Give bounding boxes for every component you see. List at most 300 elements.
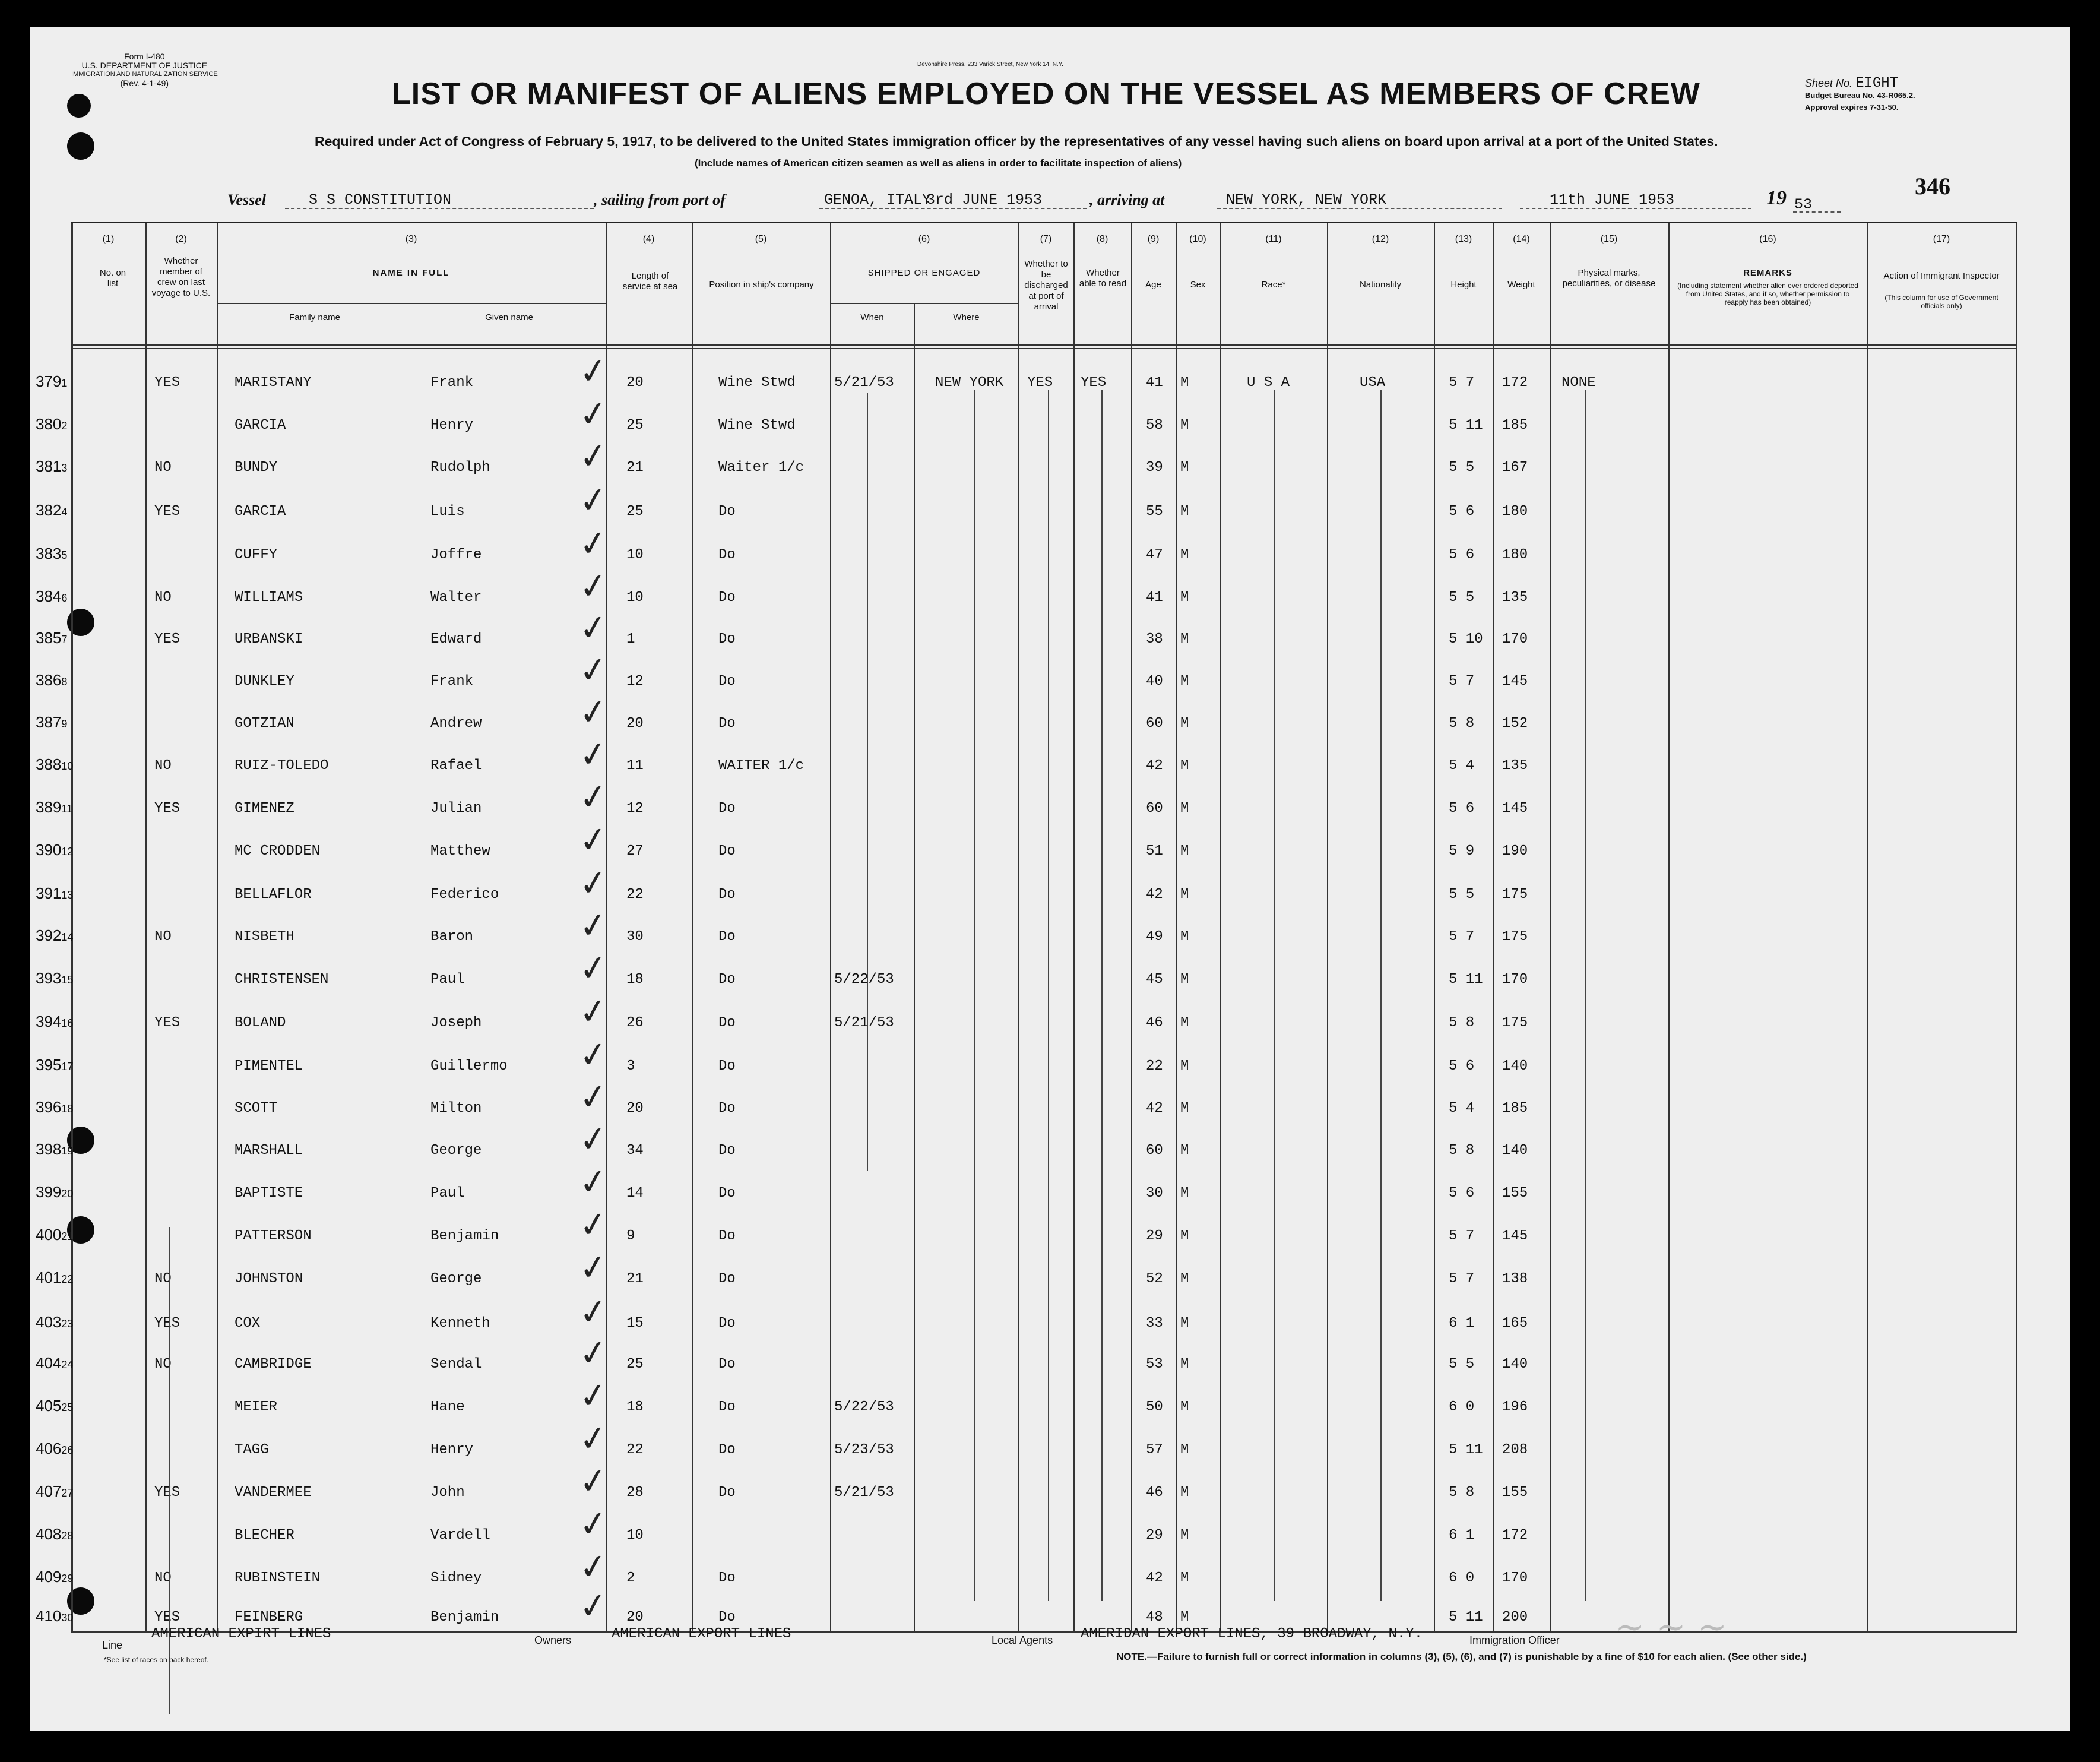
list-number: 389 — [36, 798, 62, 816]
age-cell: 42 — [1146, 887, 1163, 903]
weight-cell: 140 — [1502, 1058, 1528, 1074]
arrival-port: NEW YORK, NEW YORK — [1226, 191, 1387, 208]
service-cell: 26 — [626, 1015, 644, 1031]
ditto-mark — [867, 393, 868, 1171]
line-number: 2 — [61, 420, 68, 432]
crew-cell: NO — [154, 1356, 172, 1372]
sailing-port: GENOA, ITALY — [824, 191, 932, 208]
arrival-underline — [1217, 208, 1502, 209]
list-number: 403 — [36, 1313, 62, 1331]
given-name-cell: Sendal — [430, 1356, 482, 1372]
height-cell: 5 6 — [1449, 504, 1475, 520]
weight-cell: 138 — [1502, 1271, 1528, 1287]
vessel-underline — [285, 208, 594, 209]
service-cell: 14 — [626, 1185, 644, 1201]
height-cell: 5 5 — [1449, 460, 1475, 476]
given-name-cell: Henry — [430, 417, 474, 434]
header-service: Length of service at sea — [622, 271, 678, 292]
given-name-cell: Henry — [430, 1442, 474, 1458]
position-cell: Do — [718, 1485, 736, 1501]
position-cell: Do — [718, 1228, 736, 1244]
list-number-cell — [36, 671, 67, 689]
col-num: (16) — [1759, 234, 1776, 244]
line-number: 17 — [61, 1061, 74, 1073]
weight-cell: 140 — [1502, 1143, 1528, 1159]
col-num: (8) — [1096, 234, 1108, 244]
page-number: 346 — [1915, 173, 1950, 200]
weight-cell: 180 — [1502, 504, 1528, 520]
approval-expiry: Approval expires 7-31-50. — [1805, 103, 1899, 112]
list-number: 392 — [36, 926, 62, 944]
family-name-cell: JOHNSTON — [235, 1271, 303, 1287]
list-number-cell — [36, 1013, 73, 1031]
given-name-cell: Luis — [430, 504, 465, 520]
footer-owners-value: AMERICAN EXPORT LINES — [612, 1626, 791, 1642]
list-number-cell — [36, 1354, 73, 1372]
header-race: Race* — [1261, 280, 1286, 290]
header-given-name: Given name — [485, 312, 533, 322]
weight-cell: 135 — [1502, 590, 1528, 606]
position-cell: Do — [718, 929, 736, 945]
position-cell: Do — [718, 1143, 736, 1159]
age-cell: 41 — [1146, 590, 1163, 606]
col-num: (2) — [175, 234, 187, 244]
form-meta — [71, 52, 218, 88]
given-name-cell: John — [430, 1485, 465, 1501]
when-cell: 5/23/53 — [834, 1442, 894, 1458]
service-cell: 30 — [626, 929, 644, 945]
list-number-cell — [36, 1226, 73, 1244]
given-name-cell: Joseph — [430, 1015, 482, 1031]
list-number: 382 — [36, 501, 62, 519]
given-name-cell: Hane — [430, 1399, 465, 1415]
department: U.S. DEPARTMENT OF JUSTICE — [81, 61, 208, 70]
col-num: (1) — [102, 234, 115, 244]
age-cell: 22 — [1146, 1058, 1163, 1074]
sex-cell: M — [1180, 1015, 1189, 1031]
line-number: 30 — [61, 1612, 74, 1624]
family-name-cell: BOLAND — [235, 1015, 286, 1031]
header-shipped: SHIPPED OR ENGAGED — [867, 268, 981, 278]
line-number: 5 — [61, 549, 68, 561]
family-name-cell: COX — [235, 1315, 261, 1331]
height-cell: 5 10 — [1449, 631, 1483, 647]
age-cell: 39 — [1146, 460, 1163, 476]
line-number: 15 — [61, 974, 74, 986]
height-cell: 6 0 — [1449, 1399, 1475, 1415]
service-cell: 20 — [626, 1100, 644, 1116]
sex-cell: M — [1180, 1609, 1189, 1625]
service-name: IMMIGRATION AND NATURALIZATION SERVICE — [71, 71, 218, 78]
weight-cell: 170 — [1502, 631, 1528, 647]
age-cell: 40 — [1146, 673, 1163, 689]
crew-cell: YES — [154, 375, 180, 391]
list-number-cell — [36, 713, 67, 732]
list-number: 405 — [36, 1397, 62, 1415]
list-number: 401 — [36, 1268, 62, 1286]
service-cell: 34 — [626, 1143, 644, 1159]
checkmark-icon: ✓ — [576, 1074, 611, 1119]
checkmark-icon: ✓ — [576, 647, 611, 692]
col-num: (11) — [1265, 234, 1282, 244]
col-num: (6) — [918, 234, 930, 244]
family-name-cell: TAGG — [235, 1442, 269, 1458]
list-number: 381 — [36, 457, 62, 475]
service-cell: 1 — [626, 631, 635, 647]
ditto-mark — [974, 390, 975, 1601]
binder-hole — [67, 94, 91, 118]
service-cell: 27 — [626, 843, 644, 859]
list-number: 407 — [36, 1482, 62, 1500]
list-number: 388 — [36, 755, 62, 773]
list-number: 395 — [36, 1056, 62, 1074]
crew-cell: NO — [154, 1570, 172, 1586]
sex-cell: M — [1180, 1570, 1189, 1586]
given-name-cell: Benjamin — [430, 1228, 499, 1244]
crew-cell: YES — [154, 1609, 180, 1625]
list-number-cell — [36, 1056, 73, 1074]
sex-cell: M — [1180, 887, 1189, 903]
position-cell: Do — [718, 673, 736, 689]
weight-cell: 196 — [1502, 1399, 1528, 1415]
form-number: Form I-480 — [124, 52, 165, 61]
checkmark-icon: ✓ — [576, 732, 611, 777]
given-name-cell: Matthew — [430, 843, 490, 859]
footer-line-value: AMERICAN EXPIRT LINES — [151, 1626, 331, 1642]
age-cell: 60 — [1146, 716, 1163, 732]
position-cell: Do — [718, 1315, 736, 1331]
family-name-cell: BLECHER — [235, 1527, 294, 1543]
weight-cell: 175 — [1502, 1015, 1528, 1031]
when-cell: 5/22/53 — [834, 972, 894, 988]
checkmark-icon: ✓ — [576, 689, 611, 735]
position-cell: Do — [718, 631, 736, 647]
list-number: 390 — [36, 841, 62, 859]
family-name-cell: BUNDY — [235, 460, 278, 476]
checkmark-icon: ✓ — [576, 564, 611, 609]
list-number-cell — [36, 457, 67, 476]
sex-cell: M — [1180, 590, 1189, 606]
height-cell: 5 9 — [1449, 843, 1475, 859]
checkmark-icon: ✓ — [576, 1583, 611, 1628]
given-name-cell: Federico — [430, 887, 499, 903]
header-sex: Sex — [1190, 280, 1206, 290]
ditto-mark — [1048, 390, 1049, 1601]
given-name-cell: Vardell — [430, 1527, 490, 1543]
checkmark-icon: ✓ — [576, 349, 611, 394]
family-name-cell: GARCIA — [235, 417, 286, 434]
discharged-cell: YES — [1027, 375, 1053, 391]
line-number: 12 — [61, 846, 74, 858]
height-cell: 5 6 — [1449, 1058, 1475, 1074]
officer-signature-icon: ~ ~ ~ — [1615, 1606, 1727, 1648]
weight-cell: 152 — [1502, 716, 1528, 732]
height-cell: 5 6 — [1449, 1185, 1475, 1201]
footer-owners-label: Owners — [534, 1634, 572, 1646]
list-number-cell — [36, 501, 67, 520]
list-number: 410 — [36, 1607, 62, 1625]
list-number: 379 — [36, 372, 62, 390]
given-name-cell: Sidney — [430, 1570, 482, 1586]
header-height: Height — [1450, 280, 1477, 290]
position-cell: Do — [718, 887, 736, 903]
revision: (Rev. 4-1-49) — [120, 78, 169, 88]
position-cell: Do — [718, 843, 736, 859]
ditto-mark — [1274, 390, 1275, 1601]
position-cell: Do — [718, 1058, 736, 1074]
line-number: 6 — [61, 592, 68, 604]
family-name-cell: VANDERMEE — [235, 1485, 312, 1501]
col-num: (7) — [1040, 234, 1052, 244]
service-cell: 21 — [626, 460, 644, 476]
list-number: 383 — [36, 545, 62, 562]
family-name-cell: MARSHALL — [235, 1143, 303, 1159]
line-number: 27 — [61, 1487, 74, 1499]
when-cell: 5/22/53 — [834, 1399, 894, 1415]
height-cell: 6 1 — [1449, 1527, 1475, 1543]
list-number: 394 — [36, 1013, 62, 1030]
line-number: 8 — [61, 676, 68, 688]
position-cell: Do — [718, 1356, 736, 1372]
service-cell: 18 — [626, 1399, 644, 1415]
list-number: 408 — [36, 1525, 62, 1543]
position-cell: Waiter 1/c — [718, 460, 804, 476]
sex-cell: M — [1180, 1271, 1189, 1287]
line-number: 29 — [61, 1573, 74, 1584]
family-name-cell: BAPTISTE — [235, 1185, 303, 1201]
line-number: 3 — [61, 462, 68, 474]
sex-cell: M — [1180, 1527, 1189, 1543]
sex-cell: M — [1180, 1058, 1189, 1074]
list-number-cell — [36, 587, 67, 606]
height-cell: 5 8 — [1449, 1143, 1475, 1159]
crew-cell: NO — [154, 460, 172, 476]
list-number: 386 — [36, 671, 62, 689]
position-cell: WAITER 1/c — [718, 758, 804, 774]
checkmark-icon: ✓ — [576, 1289, 611, 1334]
given-name-cell: Baron — [430, 929, 474, 945]
age-cell: 49 — [1146, 929, 1163, 945]
header-discharged: Whether to be discharged at port of arrival — [1024, 259, 1068, 312]
age-cell: 46 — [1146, 1015, 1163, 1031]
checkmark-icon: ✓ — [576, 945, 611, 991]
line-number: 22 — [61, 1273, 74, 1285]
list-number-cell — [36, 1313, 73, 1331]
service-cell: 21 — [626, 1271, 644, 1287]
given-name-cell: Rudolph — [430, 460, 490, 476]
crew-cell: YES — [154, 504, 180, 520]
weight-cell: 155 — [1502, 1185, 1528, 1201]
header-weight: Weight — [1507, 280, 1535, 290]
age-cell: 60 — [1146, 1143, 1163, 1159]
height-cell: 5 7 — [1449, 375, 1475, 391]
weight-cell: 180 — [1502, 547, 1528, 563]
checkmark-icon: ✓ — [576, 1501, 611, 1546]
list-number: 400 — [36, 1226, 62, 1244]
service-cell: 18 — [626, 972, 644, 988]
age-cell: 29 — [1146, 1228, 1163, 1244]
height-cell: 5 11 — [1449, 417, 1483, 434]
line-number: 18 — [61, 1103, 74, 1115]
list-number: 396 — [36, 1098, 62, 1116]
weight-cell: 185 — [1502, 417, 1528, 434]
family-name-cell: GARCIA — [235, 504, 286, 520]
sex-cell: M — [1180, 504, 1189, 520]
page-subtitle: Required under Act of Congress of February 5, 1917, to be delivered to the United States immigration officer by the representatives of any vessel having such aliens on board upon arrival at a port of the United States. — [315, 134, 1718, 149]
crew-cell: YES — [154, 1315, 180, 1331]
line-number: 20 — [61, 1188, 74, 1200]
age-cell: 42 — [1146, 1100, 1163, 1116]
family-name-cell: DUNKLEY — [235, 673, 294, 689]
crew-cell: YES — [154, 631, 180, 647]
position-cell: Do — [718, 1271, 736, 1287]
arrival-date-underline — [1520, 208, 1751, 209]
line-number: 25 — [61, 1402, 74, 1413]
list-number-cell — [36, 1268, 73, 1287]
position-cell: Do — [718, 1609, 736, 1625]
service-cell: 15 — [626, 1315, 644, 1331]
header-family-name: Family name — [289, 312, 340, 322]
position-cell: Do — [718, 1015, 736, 1031]
height-cell: 5 7 — [1449, 673, 1475, 689]
header-where: Where — [953, 312, 980, 322]
checkmark-icon: ✓ — [576, 477, 611, 523]
position-cell: Wine Stwd — [718, 417, 796, 434]
header-remarks-note: (Including statement whether alien ever ordered deported from United States, and if so, whether permission to reapply has been obtained) — [1677, 281, 1858, 306]
height-cell: 5 11 — [1449, 972, 1483, 988]
service-cell: 20 — [626, 1609, 644, 1625]
line-number: 21 — [61, 1230, 74, 1242]
height-cell: 5 5 — [1449, 887, 1475, 903]
service-cell: 28 — [626, 1485, 644, 1501]
header-nationality: Nationality — [1359, 280, 1402, 290]
col-num: (15) — [1600, 234, 1618, 244]
col-num: (9) — [1147, 234, 1160, 244]
age-cell: 51 — [1146, 843, 1163, 859]
weight-cell: 172 — [1502, 1527, 1528, 1543]
family-name-cell: FEINBERG — [235, 1609, 303, 1625]
list-number: 391 — [36, 884, 62, 902]
weight-cell: 190 — [1502, 843, 1528, 859]
list-number-cell — [36, 841, 73, 859]
list-number-cell — [36, 755, 73, 774]
height-cell: 5 7 — [1449, 929, 1475, 945]
height-cell: 5 5 — [1449, 1356, 1475, 1372]
service-cell: 20 — [626, 375, 644, 391]
weight-cell: 208 — [1502, 1442, 1528, 1458]
list-number-cell — [36, 1525, 73, 1543]
age-cell: 60 — [1146, 801, 1163, 817]
weight-cell: 135 — [1502, 758, 1528, 774]
line-number: 16 — [61, 1017, 74, 1029]
family-name-cell: GOTZIAN — [235, 716, 294, 732]
service-cell: 11 — [626, 758, 644, 774]
service-cell: 20 — [626, 716, 644, 732]
crew-cell: NO — [154, 1271, 172, 1287]
header-position: Position in ship's company — [709, 280, 814, 290]
weight-cell: 145 — [1502, 801, 1528, 817]
vessel-name: S S CONSTITUTION — [309, 191, 452, 208]
checkmark-icon: ✓ — [576, 1416, 611, 1461]
col-num: (14) — [1513, 234, 1530, 244]
list-number-cell — [36, 1397, 73, 1415]
list-number: 406 — [36, 1440, 62, 1457]
service-cell: 3 — [626, 1058, 635, 1074]
height-cell: 5 7 — [1449, 1228, 1475, 1244]
age-cell: 42 — [1146, 1570, 1163, 1586]
header-read: Whether able to read — [1079, 268, 1127, 289]
checkmark-icon: ✓ — [576, 521, 611, 566]
sex-cell: M — [1180, 758, 1189, 774]
crew-cell: NO — [154, 590, 172, 606]
header-name: NAME IN FULL — [372, 268, 450, 278]
height-cell: 6 0 — [1449, 1570, 1475, 1586]
list-number-cell — [36, 798, 72, 817]
year-underline — [1793, 211, 1841, 213]
checkmark-icon: ✓ — [576, 1032, 611, 1077]
age-cell: 45 — [1146, 972, 1163, 988]
service-cell: 25 — [626, 1356, 644, 1372]
height-cell: 5 8 — [1449, 1485, 1475, 1501]
family-name-cell: WILLIAMS — [235, 590, 303, 606]
given-name-cell: Julian — [430, 801, 482, 817]
given-name-cell: George — [430, 1271, 482, 1287]
where-cell: NEW YORK — [935, 375, 1004, 391]
line-number: 4 — [61, 506, 68, 518]
sex-cell: M — [1180, 929, 1189, 945]
col-num: (3) — [405, 234, 417, 244]
age-cell: 52 — [1146, 1271, 1163, 1287]
sex-cell: M — [1180, 843, 1189, 859]
position-cell: Do — [718, 801, 736, 817]
weight-cell: 167 — [1502, 460, 1528, 476]
position-cell: Do — [718, 1185, 736, 1201]
given-name-cell: Paul — [430, 1185, 465, 1201]
age-cell: 57 — [1146, 1442, 1163, 1458]
family-name-cell: CUFFY — [235, 547, 278, 563]
height-cell: 5 4 — [1449, 1100, 1475, 1116]
family-name-cell: GIMENEZ — [235, 801, 294, 817]
service-cell: 10 — [626, 547, 644, 563]
service-cell: 22 — [626, 1442, 644, 1458]
line-number: 11 — [61, 803, 73, 815]
given-name-cell: Joffre — [430, 547, 482, 563]
sex-cell: M — [1180, 673, 1189, 689]
list-number: 384 — [36, 587, 62, 605]
list-number-cell — [36, 415, 67, 434]
when-cell: 5/21/53 — [834, 375, 894, 391]
line-number: 26 — [61, 1444, 74, 1456]
sex-cell: M — [1180, 460, 1189, 476]
given-name-cell: Frank — [430, 375, 474, 391]
given-name-cell: Milton — [430, 1100, 482, 1116]
line-number: 10 — [61, 760, 74, 772]
checkmark-icon: ✓ — [576, 1544, 611, 1589]
crew-cell: NO — [154, 758, 172, 774]
sex-cell: M — [1180, 1356, 1189, 1372]
position-cell: Do — [718, 1442, 736, 1458]
ditto-mark — [1101, 390, 1103, 1601]
weight-cell: 165 — [1502, 1315, 1528, 1331]
list-number-cell — [36, 629, 67, 647]
age-cell: 33 — [1146, 1315, 1163, 1331]
sheet-label: Sheet No. — [1805, 77, 1853, 89]
family-name-cell: RUIZ-TOLEDO — [235, 758, 329, 774]
weight-cell: 170 — [1502, 972, 1528, 988]
nationality-cell: USA — [1360, 375, 1386, 391]
line-number: 24 — [61, 1359, 74, 1371]
height-cell: 5 7 — [1449, 1271, 1475, 1287]
